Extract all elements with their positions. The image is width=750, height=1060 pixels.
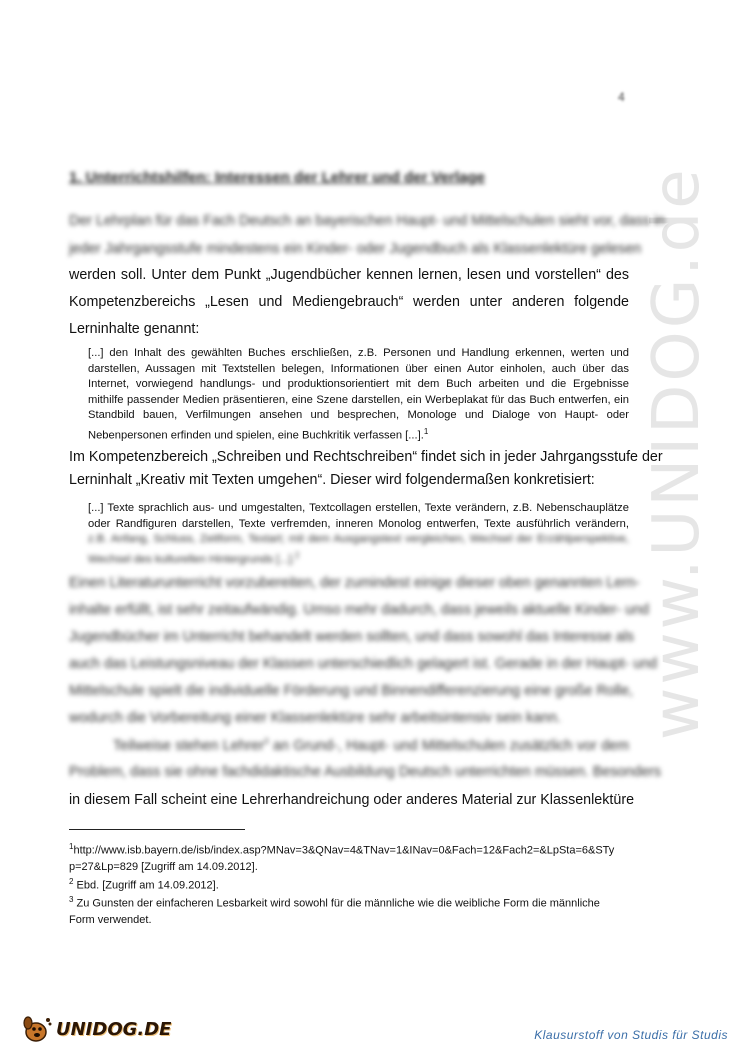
watermark: www.UNIDOG.de [640, 166, 714, 740]
footnote-number: 2 [69, 877, 74, 886]
para2-line2: Lerninhalt „Kreativ mit Texten umgehen“. Dieser wird folgendermaßen konkretisiert: [69, 472, 595, 488]
footnote-text: p=27&Lp=829 [Zugriff am 14.09.2012]. [69, 860, 258, 873]
footer-tagline: Klausurstoff von Studis für Studis [534, 1028, 728, 1042]
para4-line2: Problem, dass sie ohne fachdidaktische Ausbildung Deutsch unterrichten müssen. Besonders [69, 764, 662, 780]
para1-line2: jeder Jahrgangsstufe mindestens ein Kinder- oder Jugendbuch als Klassenlektüre gelesen [69, 241, 642, 257]
footnote-ref: 3 [264, 737, 269, 746]
para3-line: inhalte erfüllt, ist sehr zeitaufwändig. Umso mehr dadurch, dass jeweils aktuelle Kinder- und [69, 602, 650, 618]
para1-line4: Kompetenzbereichs „Lesen und Mediengebrauch“ werden unter anderen folgende [69, 294, 629, 310]
para3-line: Jugendbücher im Unterricht behandelt werden sollten, und dass sowohl das Interesse als [69, 629, 635, 645]
dog-icon [22, 1014, 52, 1044]
page-number: 4 [618, 90, 625, 104]
footnote-ref: 2 [294, 550, 300, 560]
quote1-line: [...] den Inhalt des gewählten Buches erschließen, z.B. Personen und Handlung erkennen, werten und [88, 347, 629, 359]
para1-line5: Lerninhalte genannt: [69, 321, 200, 337]
quote2-line: [...] Texte sprachlich aus- und umgestalten, Textcollagen erstellen, Texte verändern, z.B. Nebenschauplätze [88, 502, 629, 514]
quote1-line: mithilfe passender Medien präsentieren, eine Szene darstellen, ein Werbeplakat für das Buch entwerfen, ein [88, 393, 629, 406]
para2-line1: Im Kompetenzbereich „Schreiben und Rechtschreiben“ findet sich in jeder Jahrgangsstufe der [69, 449, 663, 465]
footnote-number: 3 [69, 895, 74, 904]
quote1-line: Internet, vorwiegend handlungs- und produktionsorientiert mit dem Buch arbeiten und die Ergebnisse [88, 378, 629, 391]
footnote-text: Ebd. [Zugriff am 14.09.2012]. [73, 879, 219, 892]
quote2-line: oder Randfiguren darstellen, Texte verfremden, inneren Monolog entwerfen, Texte ausführlich verändern, [88, 517, 629, 530]
para3-line: Einen Literaturunterricht vorzubereiten, der zumindest einige dieser oben genannten Lern- [69, 575, 640, 591]
unidog-logo[interactable] [22, 1012, 171, 1046]
footnote-divider [69, 829, 245, 830]
quote1-line: Standbild bauen, Verfilmungen ansehen und besprechen, Monologe und Dialoge von Haupt- oder [88, 409, 629, 422]
block-quote-1 [88, 346, 629, 444]
block-quote-2 [88, 501, 629, 568]
para3-line: wodurch die Vorbereitung einer Klassenlektüre sehr arbeitsintensiv sein kann. [69, 710, 561, 726]
footnote-ref: 1 [423, 426, 429, 436]
footnote-number: 1 [69, 842, 74, 851]
quote2-line: z.B. Anfang, Schluss, Zeitform, Textart; mit dem Ausgangstext vergleichen, Wechsel der Erzählperspektive, [88, 533, 629, 546]
para4-line3: in diesem Fall scheint eine Lehrerhandreichung oder anderes Material zur Klassenlektüre [69, 792, 635, 808]
para4-line1-a: Teilweise stehen Lehrer [113, 737, 265, 754]
para1-line1: Der Lehrplan für das Fach Deutsch an bayerischen Haupt- und Mittelschulen sieht vor, dass in [69, 213, 666, 229]
logo-text: UNIDOG.DE [56, 1018, 172, 1040]
footnote-3 [69, 892, 629, 928]
footnote-text: Form verwendet. [69, 913, 152, 926]
para4-line1 [113, 737, 629, 754]
quote2-line: Wechsel des kulturellen Hintergrunds [...]. [88, 553, 295, 566]
para1-line3: werden soll. Unter dem Punkt „Jugendbücher kennen lernen, lesen und vorstellen“ des [69, 267, 629, 283]
quote1-line: darstellen, Aussagen mit Textstellen belegen, Informationen über einen Autor einholen, auch über das [88, 362, 629, 375]
footnote-2 [69, 874, 629, 894]
para3-line: Mittelschule spielt die individuelle Förderung und Binnendifferenzierung eine große Rolle, [69, 683, 634, 699]
section-heading: 1. Unterrichtshilfen: Interessen der Lehrer und der Verlage [69, 169, 485, 186]
quote1-line: Nebenpersonen erfinden und spielen, eine Buchkritik verfassen [...]. [88, 429, 424, 442]
para3-line: auch das Leistungsniveau der Klassen unterschiedlich gelagert ist. Gerade in der Haupt- und [69, 656, 658, 672]
footnote-text: Zu Gunsten der einfacheren Lesbarkeit wird sowohl für die männliche wie die weibliche Form die männliche [73, 897, 600, 910]
footnote-link[interactable]: http://www.isb.bayern.de/isb/index.asp?MNav=3&QNav=4&TNav=1&INav=0&Fach=12&Fach2=&LpSta=6&STy [73, 844, 615, 857]
para4-line1-b: an Grund-, Haupt- und Mittelschulen zusätzlich vor dem [268, 737, 630, 754]
footnote-1 [69, 839, 629, 875]
